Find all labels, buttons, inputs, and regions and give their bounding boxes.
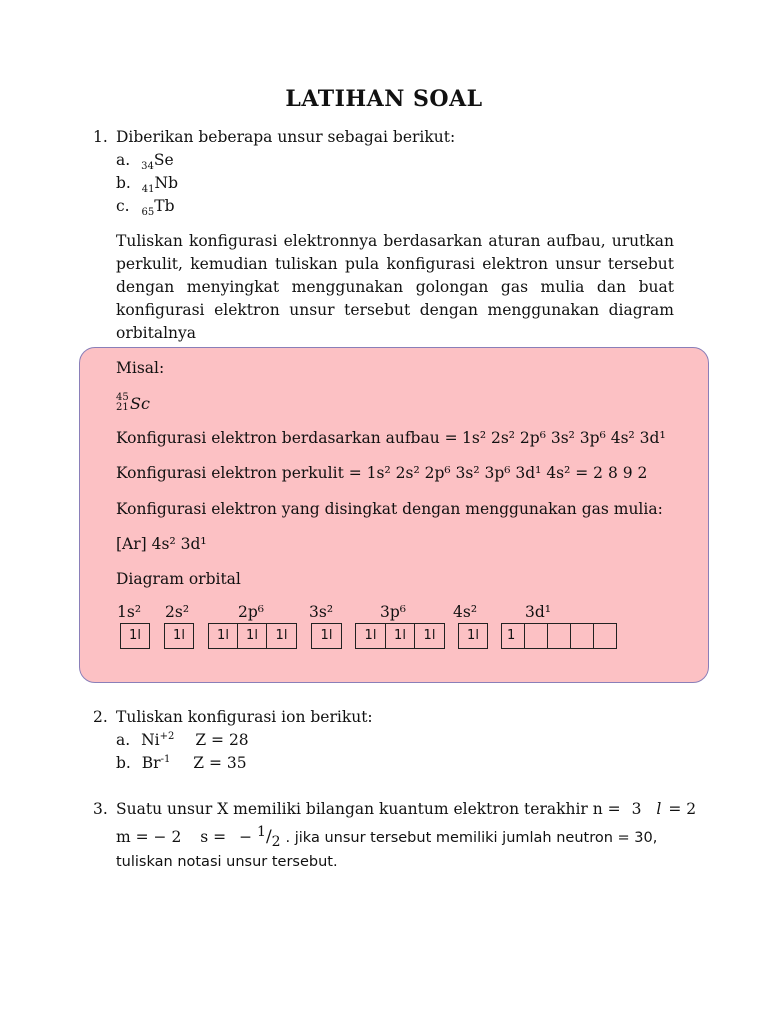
q3-s-denominator: 2 bbox=[271, 834, 281, 850]
q2-item-b-charge: -1 bbox=[160, 753, 171, 765]
q1-item-a-symbol: Se bbox=[153, 151, 174, 169]
q2-item-a-z: Z = 28 bbox=[195, 731, 249, 749]
orbital-box-3d-5 bbox=[593, 623, 617, 649]
q1-instruction-line-1: Tuliskan konfigurasi elektronnya berdasarkan aturan aufbau, urutkan bbox=[116, 232, 674, 250]
orbital-box-2p-3: 1l bbox=[266, 623, 297, 649]
orbital-box-2s: 1l bbox=[164, 623, 194, 649]
q3-line-2-rest: . jika unsur tersebut memiliki jumlah neutron = 30, bbox=[285, 830, 658, 846]
example-perkulit bbox=[116, 463, 647, 483]
example-noble-value: [Ar] 4s² 3d¹ bbox=[116, 535, 207, 553]
orbital-box-2p-2: 1l bbox=[237, 623, 267, 649]
q1-instruction-line-2: perkulit, kemudian tuliskan pula konfigurasi elektron unsur tersebut bbox=[116, 255, 674, 273]
orbital-label-1s: 1s² bbox=[117, 603, 142, 621]
q3-s-sign: − bbox=[239, 828, 253, 846]
q1-item-c-symbol: Tb bbox=[154, 197, 175, 215]
example-diagram-label: Diagram orbital bbox=[116, 570, 241, 588]
q1-item-a bbox=[116, 150, 174, 173]
orbital-label-2p: 2p⁶ bbox=[238, 603, 264, 621]
orbital-label-3p: 3p⁶ bbox=[380, 603, 406, 621]
q1-item-b-z: 41 bbox=[141, 184, 155, 196]
q1-item-a-label: a. bbox=[116, 151, 131, 169]
orbital-box-3p-3: 1l bbox=[414, 623, 445, 649]
q3-s-fraction: $^1/_2$ bbox=[257, 824, 281, 850]
page-title: LATIHAN SOAL bbox=[285, 86, 483, 112]
q2-item-a-ion: Ni bbox=[141, 731, 160, 749]
orbital-box-3d-3 bbox=[547, 623, 571, 649]
q2-item-b bbox=[116, 753, 247, 773]
q2-item-a bbox=[116, 730, 249, 750]
q3-n-value: 3 bbox=[631, 800, 642, 818]
example-mass-number: 45 bbox=[116, 392, 129, 403]
orbital-label-2s: 2s² bbox=[165, 603, 190, 621]
q3-l-symbol: l bbox=[656, 800, 662, 818]
q2-item-b-ion: Br bbox=[141, 754, 161, 772]
q3-s-numerator: 1 bbox=[257, 824, 266, 840]
example-perkulit-label: Konfigurasi elektron perkulit = bbox=[116, 464, 362, 482]
q3-l-value: = 2 bbox=[668, 800, 697, 818]
q3-line-2 bbox=[116, 824, 658, 850]
orbital-box-3p-2: 1l bbox=[385, 623, 415, 649]
orbital-label-3d: 3d¹ bbox=[525, 603, 551, 621]
q1-item-b bbox=[116, 173, 179, 196]
q1-item-b-symbol: Nb bbox=[154, 174, 179, 192]
example-atomic-number: 21 bbox=[116, 402, 129, 413]
q2-item-a-charge: +2 bbox=[159, 730, 175, 742]
orbital-box-3p-1: 1l bbox=[355, 623, 386, 649]
q1-instruction-line-3: dengan menyingkat menggunakan golongan gas mulia dan buat bbox=[116, 278, 674, 296]
example-nuclide bbox=[116, 393, 176, 417]
q1-item-b-label: b. bbox=[116, 174, 131, 192]
q3-line-1-text: Suatu unsur X memiliki bilangan kuantum elektron terakhir n = bbox=[116, 800, 621, 818]
q2-item-a-label: a. bbox=[116, 731, 131, 749]
orbital-box-2p-1: 1l bbox=[208, 623, 238, 649]
q2-item-b-label: b. bbox=[116, 754, 131, 772]
q1-instruction-line-4: konfigurasi elektron unsur tersebut dengan menggunakan diagram bbox=[116, 301, 674, 319]
orbital-box-1s: 1l bbox=[120, 623, 150, 649]
orbital-box-3d-4 bbox=[570, 623, 594, 649]
q1-item-c-label: c. bbox=[116, 197, 130, 215]
q3-line-1 bbox=[116, 799, 696, 819]
q3-m-value: m = − 2 bbox=[116, 828, 182, 846]
example-aufbau-value: 1s² 2s² 2p⁶ 3s² 3p⁶ 4s² 3d¹ bbox=[462, 429, 666, 447]
q2-number: 2. bbox=[93, 708, 108, 726]
example-symbol: Sc bbox=[130, 394, 150, 413]
example-perkulit-value: 1s² 2s² 2p⁶ 3s² 3p⁶ 3d¹ 4s² = 2 8 9 2 bbox=[366, 464, 648, 482]
q2-item-b-z: Z = 35 bbox=[193, 754, 247, 772]
orbital-box-3d-2 bbox=[524, 623, 548, 649]
q1-item-a-z: 34 bbox=[141, 161, 154, 173]
example-aufbau-label: Konfigurasi elektron berdasarkan aufbau = bbox=[116, 429, 458, 447]
q1-intro: Diberikan beberapa unsur sebagai berikut: bbox=[116, 128, 456, 146]
orbital-label-4s: 4s² bbox=[453, 603, 478, 621]
orbital-label-3s: 3s² bbox=[309, 603, 334, 621]
orbital-box-4s: 1l bbox=[458, 623, 488, 649]
q3-line-3: tuliskan notasi unsur tersebut. bbox=[116, 854, 338, 870]
q2-intro: Tuliskan konfigurasi ion berikut: bbox=[116, 708, 373, 726]
q1-item-c-z: 65 bbox=[141, 207, 155, 219]
q1-item-c bbox=[116, 196, 175, 219]
q1-instruction-line-5: orbitalnya bbox=[116, 324, 197, 342]
q1-number: 1. bbox=[93, 128, 108, 146]
orbital-box-3d-1: 1 bbox=[501, 623, 525, 649]
orbital-box-3s: 1l bbox=[311, 623, 342, 649]
example-heading: Misal: bbox=[116, 359, 165, 377]
example-noble-label: Konfigurasi elektron yang disingkat dengan menggunakan gas mulia: bbox=[116, 500, 663, 518]
q3-s-label: s = bbox=[200, 828, 227, 846]
q3-number: 3. bbox=[93, 800, 108, 818]
